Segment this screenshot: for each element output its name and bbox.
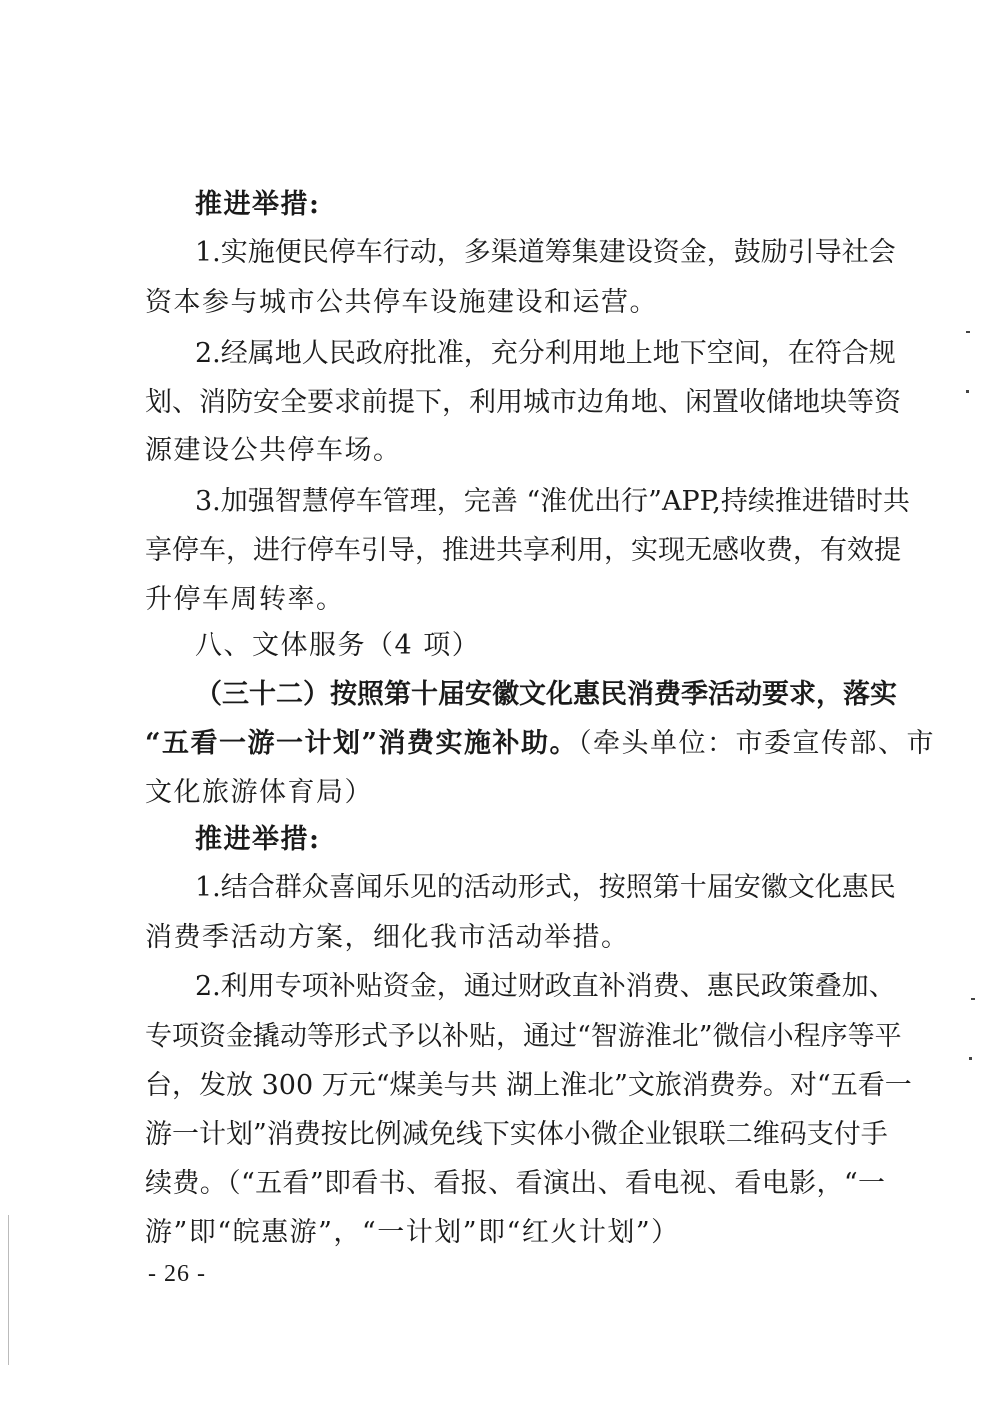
scan-edge-line <box>8 1215 9 1365</box>
paragraph-line: 划、消防安全要求前提下，利用城市边角地、闲置收储地块等资 <box>145 387 901 418</box>
paragraph-line: 1.结合群众喜闻乐见的活动形式，按照第十届安徽文化惠民 <box>195 872 896 903</box>
paragraph-line: 1.实施便民停车行动，多渠道筹集建设资金，鼓励引导社会 <box>195 237 896 268</box>
scan-speck <box>966 331 970 333</box>
scan-speck <box>966 390 969 393</box>
paragraph-line: 消费季活动方案，细化我市活动举措。 <box>145 922 630 953</box>
measures-heading: 推进举措: <box>195 189 321 220</box>
item-lead-units: （牵头单位：市委宣传部、市 <box>578 728 936 759</box>
paragraph-line: 升停车周转率。 <box>145 584 345 615</box>
item-title-bold: “五看一游一计划”消费实施补助。 <box>145 728 579 759</box>
paragraph-line: 资本参与城市公共停车设施建设和运营。 <box>145 287 658 318</box>
paragraph-line: 专项资金撬动等形式予以补贴，通过“智游淮北”微信小程序等平 <box>145 1021 902 1052</box>
measures-heading: 推进举措: <box>195 824 321 855</box>
item-title-line: （三十二）按照第十届安徽文化惠民消费季活动要求，落实 <box>195 679 897 710</box>
paragraph-line: 台，发放 300 万元“煤美与共 湖上淮北”文旅消费券。对“五看一 <box>145 1070 912 1101</box>
paragraph-line: 2.利用专项补贴资金，通过财政直补消费、惠民政策叠加、 <box>195 971 896 1002</box>
item-title-line <box>145 726 935 762</box>
scan-speck <box>971 998 975 1000</box>
page-number: - 26 - <box>148 1261 206 1287</box>
paragraph-line: 3.加强智慧停车管理，完善 “淮优出行”APP,持续推进错时共 <box>195 486 910 517</box>
paragraph-line: 游”即“皖惠游”，“一计划”即“红火计划”） <box>145 1217 680 1248</box>
item-lead-units-cont: 文化旅游体育局） <box>145 777 373 808</box>
paragraph-line: 享停车，进行停车引导，推进共享利用，实现无感收费，有效提 <box>145 535 901 566</box>
paragraph-line: 续费。（“五看”即看书、看报、看演出、看电视、看电影，“一 <box>145 1168 885 1199</box>
paragraph-line: 游一计划”消费按比例减免线下实体小微企业银联二维码支付手 <box>145 1119 888 1150</box>
paragraph-line: 源建设公共停车场。 <box>145 435 402 466</box>
scan-speck <box>969 1057 972 1060</box>
section-heading: 八、文体服务（4 项） <box>195 630 481 661</box>
paragraph-line: 2.经属地人民政府批准，充分利用地上地下空间，在符合规 <box>195 338 896 369</box>
